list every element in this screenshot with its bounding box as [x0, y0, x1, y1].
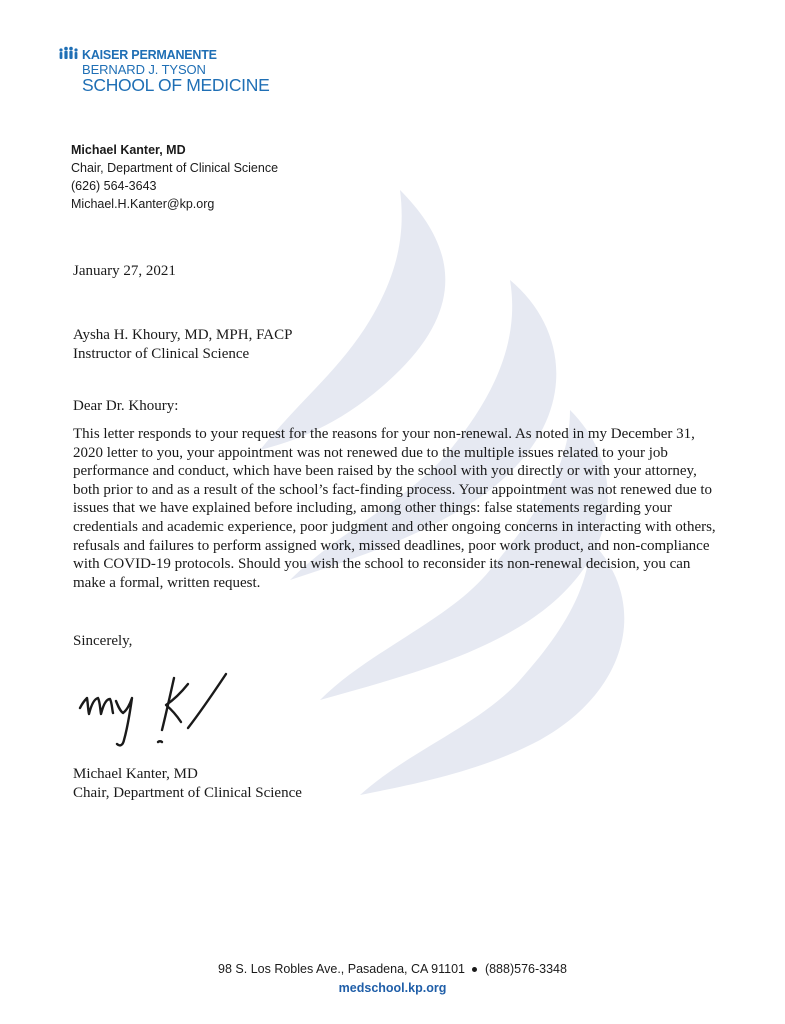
letter-body: This letter responds to your request for the reasons for your non-renewal. As noted in my December 31, 2020 letter to you, your appointment was not renewed due to the multiple issues related to your job performance and conduct, which have been raised by the school with you directly or with your attorney, both prior to and as a result of the school’s fact-finding process. Your appointment was not renewed due to issues that we have explained before including, among other things: false statements regarding your credentials and academic experience, poor judgment and other ongoing concerns in interacting with others, refusals and failures to perform assigned work, missed deadlines, poor work product, and non-compliance with COVID-19 protocols. Should you wish the school to reconsider its non-renewal decision, you can make a formal, written request. [73, 426, 716, 591]
recipient-title: Instructor of Clinical Science [73, 346, 250, 362]
letter-date: January 27, 2021 [73, 263, 176, 279]
sender-phone: (626) 564-3643 [71, 179, 157, 193]
footer-phone: (888)576-3348 [484, 962, 567, 976]
logo-bernard-j-tyson: BERNARD J. TYSON [82, 62, 206, 77]
signature-block [73, 765, 302, 803]
signer-title: Chair, Department of Clinical Science [73, 785, 302, 801]
sender-title: Chair, Department of Clinical Science [71, 161, 279, 175]
sender-email: Michael.H.Kanter@kp.org [71, 197, 215, 211]
salutation: Dear Dr. Khoury: [73, 398, 179, 414]
sender-block [71, 141, 278, 213]
closing: Sincerely, [73, 633, 133, 649]
footer-address [0, 962, 785, 976]
recipient-block [73, 326, 292, 364]
handwritten-signature [76, 668, 236, 752]
recipient-name: Aysha H. Khoury, MD, MPH, FACP [73, 327, 293, 343]
signer-name: Michael Kanter, MD [73, 766, 198, 782]
sender-name: Michael Kanter, MD [71, 143, 186, 157]
footer-street-address: 98 S. Los Robles Ave., Pasadena, CA 91101 [218, 962, 465, 976]
logo-school-of-medicine: SCHOOL OF MEDICINE [82, 75, 270, 95]
kaiser-permanente-people-icon [58, 46, 78, 60]
footer-website-link[interactable]: medschool.kp.org [338, 981, 447, 995]
logo-kaiser-permanente: KAISER PERMANENTE [82, 48, 217, 62]
bullet-separator-icon [472, 967, 477, 972]
